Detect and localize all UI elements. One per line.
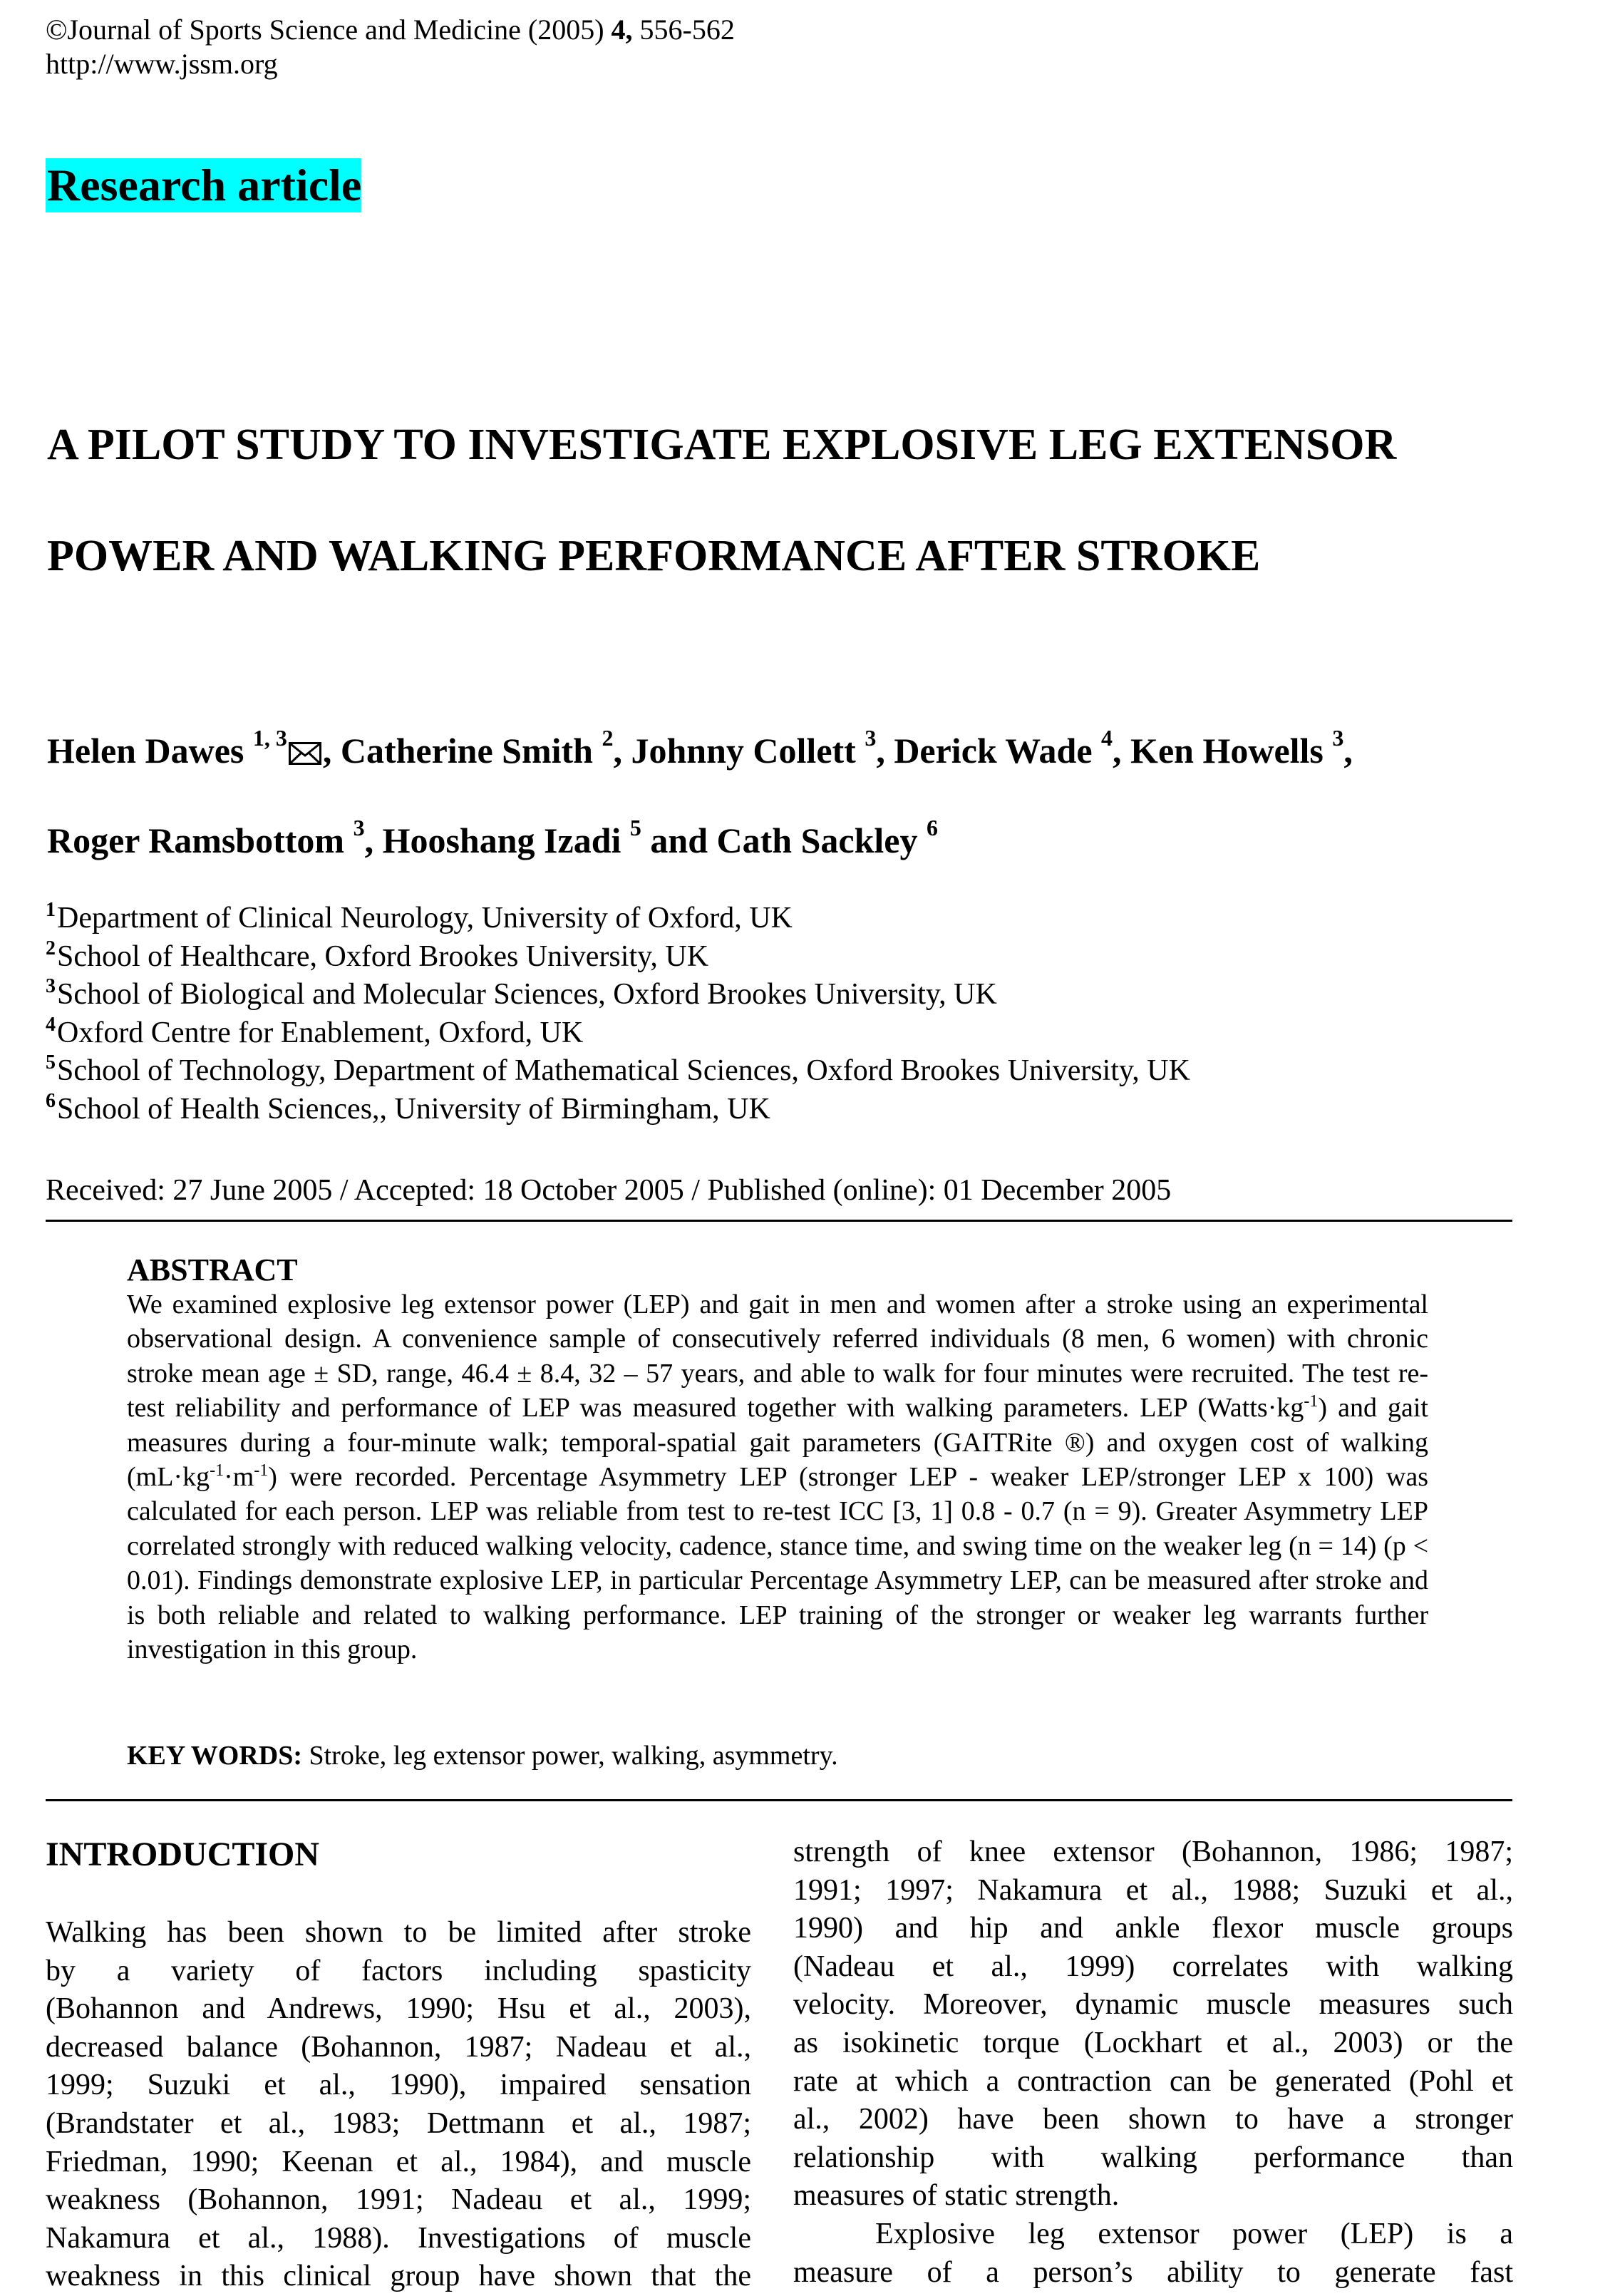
keywords (127, 1738, 838, 1774)
affiliation-item: $^3$School of Biological and Molecular Sciences, Oxford Brookes University, UK (46, 975, 997, 1011)
author-affiliation-ref: 2 (602, 725, 614, 751)
author-affiliation-ref: 4 (1101, 725, 1113, 751)
body-line: (Bohannon and Andrews, 1990; Hsu et al., 2003), (46, 1992, 751, 2026)
author-affiliation-ref: 5 (629, 815, 641, 840)
author-list-line-2: Roger Ramsbottom $^3$, Hooshang Izadi $^5$ and Cath Sackley $^6$ (47, 815, 938, 860)
affiliation-item: $^5$School of Technology, Department of Mathematical Sciences, Oxford Brookes University, UK (46, 1051, 1190, 1087)
body-line: Walking has been shown to be limited after stroke (46, 1916, 751, 1949)
body-line: Nakamura et al., 1988). Investigations of muscle (46, 2221, 751, 2255)
divider-bottom (46, 1799, 1512, 1801)
body-line: 1999; Suzuki et al., 1990), impaired sensation (46, 2069, 751, 2102)
author-name: Cath Sackley (716, 820, 918, 860)
body-line: rate at which a contraction can be generated (Pohl et (793, 2064, 1513, 2098)
paper-title-line-1: A PILOT STUDY TO INVESTIGATE EXPLOSIVE LEG EXTENSOR (47, 421, 1397, 469)
author-affiliation-ref: 1, 3 (252, 725, 287, 751)
body-line: Friedman, 1990; Keenan et al., 1984), and muscle (46, 2145, 751, 2178)
publication-dates: Received: 27 June 2005 / Accepted: 18 October 2005 / Published (online): 01 December 2005 (46, 1174, 1172, 1207)
abstract-body: We examined explosive leg extensor power (LEP) and gait in men and women after a stroke using an experimental observational design. A convenience sample of consecutively referred individuals (8 men, 6 women) with chronic stroke mean age ± SD, range, 46.4 ± 8.4, 32 – 57 years, and able to walk for four minutes were recruited. The test re-test reliability and performance of LEP was measured together with walking parameters. LEP $(Watts\cdot kg^{-1})$ and gait measures during a four-minute walk; temporal-spatial gait parameters (GAITRite ®) and oxygen cost of walking $(mL\cdot kg^{-1}\cdot m^{-1})$ were recorded. Percentage Asymmetry LEP (stronger LEP - weaker LEP/stronger LEP x 100) was calculated for each person. LEP was reliable from test to re-test ICC [3, 1] 0.8 - 0.7 (n = 9). Greater Asymmetry LEP correlated strongly with reduced walking velocity, cadence, stance time, and swing time on the weaker leg (n = 14) (p < 0.01). Findings demonstrate explosive LEP, in particular Percentage Asymmetry LEP, can be measured after stroke and is both reliable and related to walking performance. LEP training of the stronger or weaker leg warrants further investigation in this group. (127, 1289, 1428, 1665)
author-name: Helen Dawes (47, 731, 244, 771)
author-name: Johnny Collett (631, 731, 856, 771)
author-name: Catherine Smith (340, 731, 593, 771)
paper-title-line-2: POWER AND WALKING PERFORMANCE AFTER STROKE (47, 532, 1261, 580)
body-line: (Nadeau et al., 1999) correlates with walking (793, 1950, 1513, 1983)
body-line: measure of a person’s ability to generate fast (793, 2255, 1513, 2289)
journal-citation: ©Journal of Sports Science and Medicine (2005) 4, 556-562 (46, 14, 735, 46)
body-line: 1991; 1997; Nakamura et al., 1988; Suzuki et al., (793, 1873, 1513, 1907)
author-name: Ken Howells (1130, 731, 1324, 771)
body-line: Explosive leg extensor power (LEP) is a (875, 2217, 1513, 2250)
author-name: Derick Wade (894, 731, 1093, 771)
author-affiliation-ref: 3 (353, 815, 365, 840)
affiliation-item: $^4$Oxford Centre for Enablement, Oxford, UK (46, 1013, 584, 1049)
author-affiliation-ref: 6 (927, 815, 938, 840)
body-column-left (46, 1914, 751, 2296)
body-column-right (793, 1833, 1513, 2292)
author-name: Roger Ramsbottom (47, 820, 345, 860)
journal-url[interactable]: http://www.jssm.org (46, 48, 278, 80)
body-line: al., 2002) have been shown to have a stronger (793, 2103, 1513, 2136)
body-line: weakness (Bohannon, 1991; Nadeau et al., 1999; (46, 2183, 751, 2217)
body-line: relationship with walking performance than (793, 2141, 1513, 2174)
author-name: Hooshang Izadi (382, 820, 621, 860)
body-line: (Brandstater et al., 1983; Dettmann et al., 1987; (46, 2106, 751, 2140)
journal-volume: 4, (611, 14, 633, 46)
section-heading-introduction: INTRODUCTION (46, 1836, 320, 1873)
body-line: weakness in this clinical group have shown that the (46, 2260, 751, 2293)
email-envelope-icon[interactable] (289, 742, 321, 765)
author-list-line-1: Helen Dawes $^{1, 3}$ , Catherine Smith $^2$, Johnny Collett $^3$, Derick Wade $^4$, Ken Howells $^3$, (47, 725, 1353, 771)
author-affiliation-ref: 3 (865, 725, 877, 751)
body-line: measures of static strength. (793, 2179, 1120, 2213)
author-affiliation-ref: 3 (1332, 725, 1344, 751)
affiliation-item: $^6$School of Health Sciences,, University of Birmingham, UK (46, 1089, 770, 1126)
affiliation-list (46, 900, 1190, 1128)
body-line: by a variety of factors including spasticity (46, 1954, 751, 1987)
body-line: decreased balance (Bohannon, 1987; Nadeau et al., (46, 2030, 751, 2064)
affiliation-item: $^1$Department of Clinical Neurology, University of Oxford, UK (46, 899, 793, 935)
body-line: as isokinetic torque (Lockhart et al., 2003) or the (793, 2026, 1513, 2059)
abstract-heading: ABSTRACT (127, 1252, 298, 1287)
body-line: 1990) and hip and ankle flexor muscle groups (793, 1912, 1513, 1945)
keywords-text: Stroke, leg extensor power, walking, asymmetry. (301, 1741, 838, 1771)
article-type-label: Research article (46, 158, 361, 212)
keywords-label: KEY WORDS: (127, 1741, 302, 1771)
body-line: strength of knee extensor (Bohannon, 1986; 1987; (793, 1836, 1513, 1868)
divider-top (46, 1220, 1512, 1222)
affiliation-item: $^2$School of Healthcare, Oxford Brookes University, UK (46, 937, 709, 973)
body-line: velocity. Moreover, dynamic muscle measures such (793, 1988, 1513, 2022)
